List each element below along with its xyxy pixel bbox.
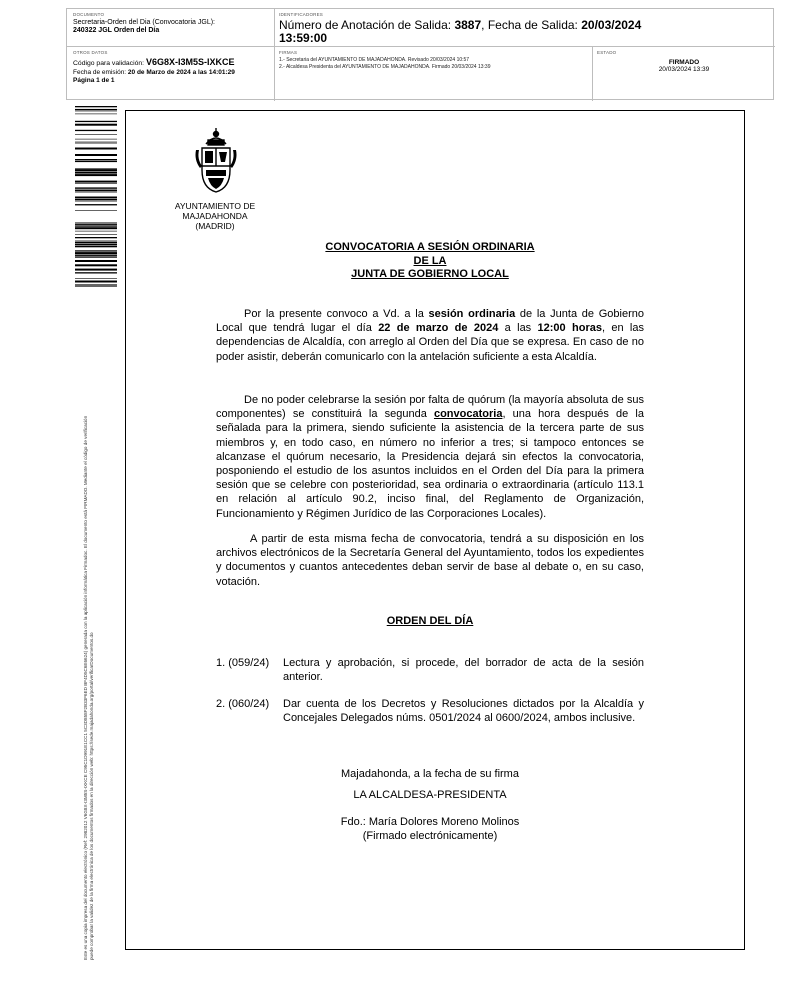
barcode-bar bbox=[75, 272, 117, 273]
agenda-item-text: Lectura y aprobación, si procede, del borrador de acta de la sesión anterior. bbox=[283, 657, 644, 684]
agenda-item-number: 1. (059/24) bbox=[216, 657, 270, 669]
page-info bbox=[73, 77, 268, 85]
p2-text1: De no poder celebrarse la sesión por falta de quórum (la mayoría absoluta de sus componentes) se constituirá la segunda bbox=[216, 394, 644, 421]
barcode-bar bbox=[75, 169, 117, 171]
barcode-bar bbox=[75, 234, 117, 235]
barcode-bar bbox=[75, 260, 117, 262]
firmas-caption: FIRMAS bbox=[279, 50, 298, 55]
barcode-bar bbox=[75, 130, 117, 131]
ident-caption: IDENTIFICADORES bbox=[279, 12, 324, 17]
ident-mid: , Fecha de Salida: bbox=[481, 18, 582, 32]
barcode-bar bbox=[75, 241, 117, 242]
barcode-bar bbox=[75, 172, 117, 174]
documento-line2: 240322 JGL Orden del Día bbox=[73, 27, 160, 34]
barcode-bar bbox=[75, 143, 117, 144]
side-note-line2: puede comprobar la validez de la firma electrónica de los documentos firmados en la dirección web: https://sede.majadahonda.org/portal/verificarDocumentos.do bbox=[89, 632, 94, 960]
barcode-bar bbox=[75, 187, 117, 188]
estado-caption: ESTADO bbox=[597, 50, 617, 55]
other-data-cell bbox=[67, 47, 275, 101]
agenda-item bbox=[216, 656, 644, 684]
closing-role: LA ALCALDESA-PRESIDENTA bbox=[353, 789, 507, 801]
barcode-bar bbox=[75, 250, 117, 251]
agenda-item-number: 2. (060/24) bbox=[216, 698, 270, 710]
letterhead bbox=[160, 201, 270, 231]
barcode-bar bbox=[75, 106, 117, 107]
barcode-bar bbox=[75, 204, 117, 205]
letterhead-line3: (MADRID) bbox=[195, 221, 235, 231]
status-value: FIRMADO bbox=[668, 59, 700, 66]
barcode-bar bbox=[75, 244, 117, 246]
p1-time: 12:00 horas bbox=[537, 322, 602, 335]
emission-date: 20 de Marzo de 2024 a las 14:01:29 bbox=[127, 69, 235, 76]
side-note-line1: Este es una copia impresa del documento electrónico (Ref: 2982012 V6G8X-I3M5S-IXKCE C95C1D991E1CC1 5C3D858F2B33F6ED BF4D5C6E6624) generada con la aplicación informática Firmadoc. El documento está FIRMADO. Mediante el código de verificación bbox=[83, 415, 88, 960]
barcode-bar bbox=[75, 159, 117, 160]
verification-side-note bbox=[83, 270, 95, 960]
closing-place: Majadahonda, a la fecha de su firma bbox=[341, 768, 519, 780]
title-line1: CONVOCATORIA A SESIÓN ORDINARIA bbox=[325, 241, 535, 253]
identifiers-cell bbox=[275, 9, 775, 47]
signature-1: 1.- Secretaria del AYUNTAMIENTO DE MAJADAHONDA. Revisado 20/03/2024 10:57 bbox=[279, 57, 470, 63]
barcode-bar bbox=[75, 284, 117, 285]
p1-session-type: sesión ordinaria bbox=[428, 308, 516, 320]
title-line3: JUNTA DE GOBIERNO LOCAL bbox=[351, 268, 509, 280]
validation-code: V6G8X-I3M5S-IXKCE bbox=[145, 57, 235, 67]
p1-text4: , en las dependencias de Alcaldía, con arreglo al Orden del Día que se expresa. En caso de no poder asistir, deberán comunicarlo con la antelación suficiente a esta Alcaldía. bbox=[216, 322, 644, 363]
barcode-bar bbox=[75, 148, 117, 150]
barcode-bar bbox=[75, 183, 117, 184]
p3-text: A partir de esta misma fecha de convocatoria, tendrá a su disposición en los archivos electrónicos de la Secretaría General del Ayuntamiento, todos los expedientes y documentos y cuantos antecedentes deban servir de base al debate o, en su caso, votación. bbox=[216, 533, 644, 588]
barcode-bar bbox=[75, 142, 117, 143]
validation-line bbox=[73, 57, 268, 69]
signed-note: (Firmado electrónicamente) bbox=[362, 830, 498, 843]
barcode-bar bbox=[75, 223, 117, 224]
barcode-bar bbox=[75, 210, 117, 211]
status-date: 20/03/2024 13:39 bbox=[658, 66, 710, 73]
p1-text2: de la Junta de Gobierno Local que tendrá lugar el día bbox=[216, 308, 644, 335]
barcode-bar bbox=[75, 134, 117, 135]
ident-time: 13:59:00 bbox=[279, 31, 328, 45]
barcode-bar bbox=[75, 227, 117, 229]
barcode-bar bbox=[75, 269, 117, 271]
coat-of-arms-icon bbox=[194, 128, 238, 194]
ident-line bbox=[279, 19, 771, 45]
page-info-text: Página 1 de 1 bbox=[73, 77, 115, 84]
barcode-bar bbox=[75, 197, 117, 199]
documento-line1: Secretaria-Orden del Dia (Convocatoria JGL): bbox=[73, 19, 216, 26]
barcode-bar bbox=[75, 161, 117, 162]
documento-caption: DOCUMENTO bbox=[73, 12, 105, 17]
ident-prefix: Número de Anotación de Salida: bbox=[279, 18, 455, 32]
paragraph-quorum bbox=[216, 393, 644, 521]
barcode-bar bbox=[75, 237, 117, 238]
barcode-bar bbox=[75, 224, 117, 225]
p2-text2: , una hora después de la señalada para la primera, siendo suficiente la asistencia de la tercera parte de sus miembros y, en todo caso, en número no inferior a tres; si tampoco entonces se alcanzase el quórum necesario, la Presidencia dejará sin efectos la convocatoria, posponiendo el estudio de los asuntos incluidos en el Orden del Día para la primera sesión que se celebre con posterioridad, sea ordinaria o extraordinaria (artículo 113.1 en relación al artículo 90.2, inciso final, del Reglamento de Organización, Funcionamiento y Régimen Jurídico de las Corporaciones Locales). bbox=[216, 408, 644, 520]
barcode-bar bbox=[75, 188, 117, 189]
barcode-bar bbox=[75, 281, 117, 283]
signature-2: 2.- Alcaldesa Presidenta del AYUNTAMIENTO DE MAJADAHONDA. Firmado 20/03/2024 13:39 bbox=[279, 64, 491, 70]
barcode-bar bbox=[75, 121, 117, 122]
ident-number: 3887 bbox=[454, 18, 482, 32]
barcode-bar bbox=[75, 111, 117, 112]
barcode-bar bbox=[75, 256, 117, 257]
barcode-bar bbox=[75, 225, 117, 226]
barcode-bar bbox=[75, 264, 117, 266]
status-cell bbox=[593, 47, 775, 101]
barcode-bar bbox=[75, 114, 117, 115]
ident-date: 20/03/2024 bbox=[581, 18, 642, 32]
document-title bbox=[216, 241, 644, 282]
barcode-bar bbox=[75, 139, 117, 140]
validation-label: Código para validación: bbox=[73, 60, 146, 67]
barcode-image bbox=[75, 106, 117, 288]
p2-convocatoria: convocatoria bbox=[433, 408, 503, 421]
title-line2: DE LA bbox=[413, 254, 447, 267]
agenda-item bbox=[216, 697, 644, 725]
barcode-bar bbox=[75, 252, 117, 254]
agenda-heading: ORDEN DEL DÍA bbox=[386, 615, 474, 627]
barcode-bar bbox=[75, 181, 117, 183]
letterhead-line2: MAJADAHONDA bbox=[182, 211, 248, 221]
signatures-cell bbox=[275, 47, 593, 101]
barcode-bar bbox=[75, 231, 117, 232]
barcode-bar bbox=[75, 201, 117, 202]
barcode-bar bbox=[75, 154, 117, 156]
emission-label: Fecha de emisión: bbox=[73, 69, 128, 76]
barcode-bar bbox=[75, 192, 117, 193]
paragraph-convocation bbox=[216, 307, 644, 364]
barcode-bar bbox=[75, 285, 117, 286]
p1-text1: Por la presente convoco a Vd. a la bbox=[244, 308, 429, 320]
otros-caption: OTROS DATOS bbox=[73, 50, 108, 55]
barcode-bar bbox=[75, 109, 117, 110]
barcode-bar bbox=[75, 190, 117, 191]
document-cell bbox=[67, 9, 275, 47]
emission-line bbox=[73, 69, 268, 77]
barcode-bar bbox=[75, 278, 117, 279]
p1-text3: a las bbox=[498, 322, 538, 335]
closing-signature bbox=[216, 815, 644, 843]
barcode-bar bbox=[75, 286, 117, 287]
barcode-bar bbox=[75, 124, 117, 126]
letterhead-line1: AYUNTAMIENTO DE bbox=[174, 201, 256, 211]
document-header-table bbox=[66, 8, 774, 100]
barcode-bar bbox=[75, 255, 117, 256]
signed-by: Fdo.: María Dolores Moreno Molinos bbox=[340, 816, 520, 828]
barcode-bar bbox=[75, 246, 117, 247]
barcode-bar bbox=[75, 199, 117, 200]
barcode-bar bbox=[75, 174, 117, 176]
paragraph-documents bbox=[216, 532, 644, 589]
p1-date: 22 de marzo de 2024 bbox=[378, 322, 499, 335]
barcode-bar bbox=[75, 168, 117, 169]
barcode-bar bbox=[75, 242, 117, 243]
agenda-item-text: Dar cuenta de los Decretos y Resoluciones dictados por la Alcaldía y Concejales Delegados núms. 0501/2024 al 0600/2024, ambos inclusive. bbox=[283, 698, 644, 725]
